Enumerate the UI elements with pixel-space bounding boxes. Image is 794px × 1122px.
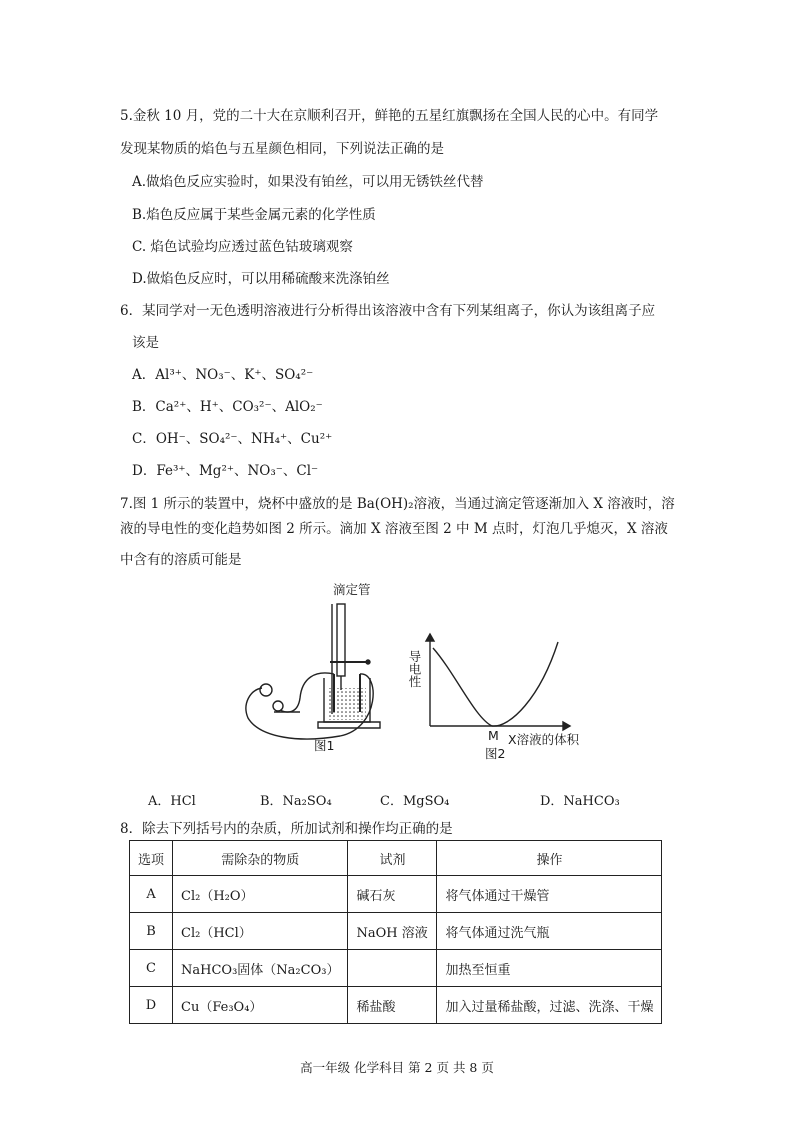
lamp-bulb bbox=[260, 684, 272, 696]
row-operation: 将气体通过洗气瓶 bbox=[437, 913, 662, 950]
row-option: C bbox=[130, 950, 173, 987]
q6-option-a: A．Al³⁺、NO₃⁻、K⁺、SO₄²⁻ bbox=[132, 367, 314, 383]
q6-option-d: D．Fe³⁺、Mg²⁺、NO₃⁻、Cl⁻ bbox=[132, 463, 319, 479]
q5-stem-line1: 5.金秋 10 月，党的二十大在京顺利召开，鲜艳的五星红旗飘扬在全国人民的心中。有同学 bbox=[120, 108, 659, 124]
row-reagent bbox=[348, 950, 437, 987]
q6-option-c: C．OH⁻、SO₄²⁻、NH₄⁺、Cu²⁺ bbox=[132, 431, 333, 447]
q7-figures bbox=[240, 578, 600, 768]
x-axis-arrow bbox=[563, 722, 570, 730]
q7-stem-line2: 液的导电性的变化趋势如图 2 所示。滴加 X 溶液至图 2 中 M 点时，灯泡几乎熄灭，X 溶液 bbox=[120, 521, 668, 537]
q6-option-b: B．Ca²⁺、H⁺、CO₃²⁻、AlO₂⁻ bbox=[132, 399, 323, 415]
table-row bbox=[130, 913, 662, 950]
row-option: D bbox=[130, 987, 173, 1024]
q5-option-b: B.焰色反应属于某些金属元素的化学性质 bbox=[132, 207, 376, 223]
q6-stem-line1: 6．某同学对一无色透明溶液进行分析得出该溶液中含有下列某组离子，你认为该组离子应 bbox=[120, 303, 656, 319]
conductivity-curve bbox=[433, 642, 558, 726]
q7-choice-d: D．NaHCO₃ bbox=[540, 794, 620, 809]
figure-2-caption: 图2 bbox=[485, 746, 506, 761]
q5-stem-line2: 发现某物质的焰色与五星颜色相同，下列说法正确的是 bbox=[120, 141, 444, 157]
x-axis-label: X溶液的体积 bbox=[508, 732, 580, 747]
figure-1-apparatus bbox=[246, 604, 380, 739]
q7-stem-line3: 中含有的溶质可能是 bbox=[120, 552, 242, 568]
row-operation: 加入过量稀盐酸，过滤、洗涤、干燥 bbox=[437, 987, 662, 1024]
q8-stem: 8．除去下列括号内的杂质，所加试剂和操作均正确的是 bbox=[120, 821, 453, 837]
q5-option-c: C. 焰色试验均应透过蓝色钴玻璃观察 bbox=[132, 239, 353, 255]
row-substance: NaHCO₃固体（Na₂CO₃） bbox=[173, 950, 348, 987]
q8-table bbox=[129, 840, 662, 1024]
header-substance: 需除杂的物质 bbox=[173, 841, 348, 876]
wire-left bbox=[280, 673, 334, 712]
q7-choice-b: B．Na₂SO₄ bbox=[260, 794, 332, 809]
header-reagent: 试剂 bbox=[348, 841, 437, 876]
q5-option-d: D.做焰色反应时，可以用稀硫酸来洗涤铂丝 bbox=[132, 271, 390, 287]
row-reagent: NaOH 溶液 bbox=[348, 913, 437, 950]
q6-stem-line2: 该是 bbox=[132, 335, 159, 351]
q5-option-a: A.做焰色反应实验时，如果没有铂丝，可以用无锈铁丝代替 bbox=[132, 174, 484, 190]
burette-label: 滴定管 bbox=[333, 582, 371, 597]
header-option: 选项 bbox=[130, 841, 173, 876]
table-header-row bbox=[130, 841, 662, 876]
table-row bbox=[130, 987, 662, 1024]
row-reagent: 碱石灰 bbox=[348, 876, 437, 913]
row-option: B bbox=[130, 913, 173, 950]
clamp-screw bbox=[366, 660, 370, 664]
row-option: A bbox=[130, 876, 173, 913]
figure-1-caption: 图1 bbox=[314, 738, 335, 753]
q7-choice-a: A．HCl bbox=[148, 794, 196, 809]
figure-2-graph bbox=[426, 634, 570, 730]
row-substance: Cu（Fe₃O₄） bbox=[173, 987, 348, 1024]
point-m-label: M bbox=[488, 728, 499, 743]
q7-choice-c: C．MgSO₄ bbox=[380, 794, 450, 809]
row-reagent: 稀盐酸 bbox=[348, 987, 437, 1024]
stand-base bbox=[318, 722, 380, 728]
y-axis-label: 导电性 bbox=[407, 650, 422, 688]
table-row bbox=[130, 876, 662, 913]
y-axis-arrow bbox=[426, 634, 434, 641]
burette-tube bbox=[337, 604, 345, 676]
row-substance: Cl₂（HCl） bbox=[173, 913, 348, 950]
q7-stem-line1: 7.图 1 所示的装置中，烧杯中盛放的是 Ba(OH)₂溶液，当通过滴定管逐渐加入 X 溶液时，溶 bbox=[120, 496, 675, 512]
header-operation: 操作 bbox=[437, 841, 662, 876]
row-substance: Cl₂（H₂O） bbox=[173, 876, 348, 913]
row-operation: 将气体通过干燥管 bbox=[437, 876, 662, 913]
page-footer: 高一年级 化学科目 第 2 页 共 8 页 bbox=[300, 1060, 494, 1075]
lamp-socket bbox=[273, 701, 283, 711]
row-operation: 加热至恒重 bbox=[437, 950, 662, 987]
table-row bbox=[130, 950, 662, 987]
